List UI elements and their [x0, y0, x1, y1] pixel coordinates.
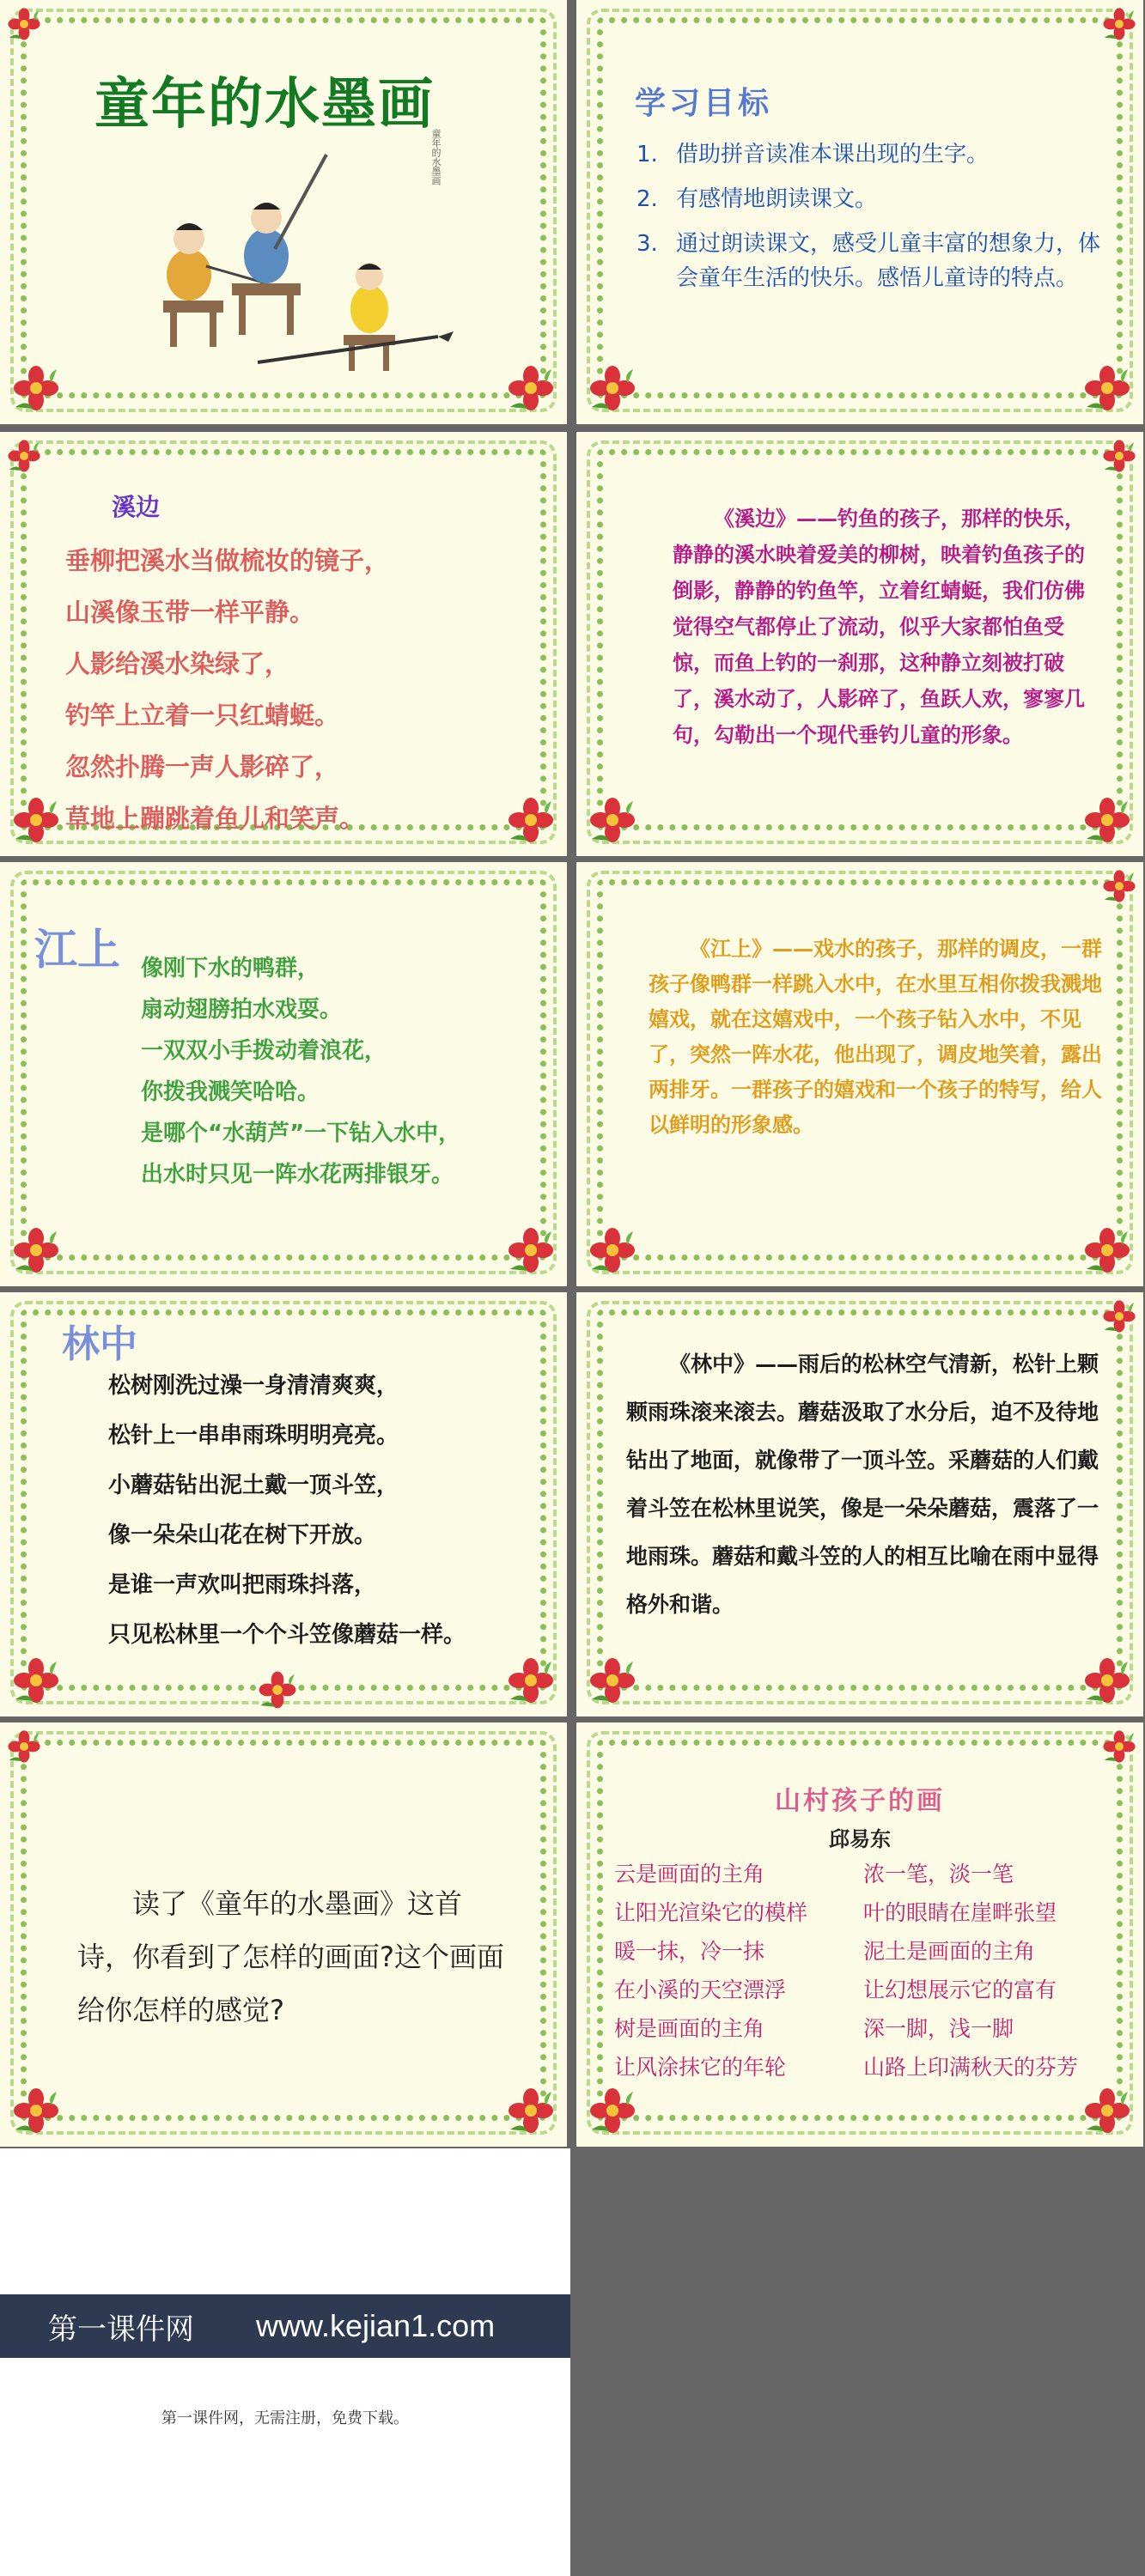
poem-line: 深一脚，浅一脚 — [863, 2016, 1014, 2041]
poem-line: 小蘑菇钻出泥土戴一顶斗笠， — [108, 1473, 399, 1498]
poem-line: 垂柳把溪水当做梳妆的镜子， — [65, 546, 390, 575]
flower-decoration-icon — [7, 439, 41, 473]
poem-line: 像刚下水的鸭群， — [141, 956, 320, 981]
footer-banner — [0, 2294, 570, 2358]
poem-two-column-grid — [614, 1858, 1130, 2083]
poem-line: 像一朵朵山花在树下开放。 — [108, 1522, 377, 1548]
poem-line: 你拨我溅笑哈哈。 — [141, 1079, 320, 1105]
slide-8-linzhong-analysis — [576, 1292, 1143, 1716]
flower-decoration-icon — [1083, 364, 1131, 412]
flower-decoration-icon — [7, 1729, 41, 1764]
flower-decoration-icon — [507, 364, 555, 412]
slide-5-jiangshang-poem — [0, 862, 567, 1286]
discussion-question: 读了《童年的水墨画》这首诗，你看到了怎样的画面?这个画面给你怎样的感觉? — [77, 1887, 504, 2026]
footer-note: 第一课件网，无需注册，免费下载。 — [161, 2409, 409, 2427]
flower-decoration-icon — [588, 364, 636, 412]
flower-decoration-icon — [1102, 439, 1136, 473]
flower-decoration-icon — [588, 1226, 636, 1274]
flower-decoration-icon — [1102, 1729, 1136, 1764]
flower-decoration-icon — [588, 1656, 636, 1704]
poem-line: 只见松林里一个个斗笠像蘑菇一样。 — [108, 1622, 466, 1648]
poem-title: 江上 — [34, 925, 120, 975]
footer-url-link[interactable]: www.kejian1.com — [256, 2308, 496, 2343]
poem-line: 忽然扑腾一声人影碎了， — [65, 752, 340, 781]
poem-lines — [65, 535, 389, 844]
flower-decoration-icon — [588, 2087, 636, 2135]
slide-title: 童年的水墨画 — [94, 73, 435, 137]
poem-lines — [141, 948, 460, 1195]
poem-line: 山路上印满秋天的芬芳 — [863, 2055, 1079, 2080]
poem-line: 让阳光渲染它的模样 — [614, 1900, 808, 1925]
poem-line: 是谁一声欢叫把雨珠抖落， — [108, 1572, 377, 1598]
poem-line: 树是画面的主角 — [614, 2016, 765, 2041]
poem-line: 扇动翅膀拍水戏耍。 — [141, 997, 343, 1023]
flower-decoration-icon — [507, 2087, 555, 2135]
poem-line: 山溪像玉带一样平静。 — [65, 598, 315, 627]
list-item: 1. 借助拼音读准本课出现的生字。 — [636, 142, 990, 167]
flower-decoration-icon — [1083, 1226, 1131, 1274]
poem-line: 松针上一串串雨珠明明亮亮。 — [108, 1423, 399, 1449]
section-heading: 学习目标 — [635, 86, 773, 121]
poem-line: 是哪个“水葫芦”一下钻入水中， — [141, 1121, 461, 1146]
poem-subtitle: 溪边 — [112, 493, 161, 521]
flower-decoration-icon — [1102, 1299, 1136, 1334]
goal-list — [636, 137, 1118, 306]
slide-1-title — [0, 0, 567, 424]
poem-line: 泥土是画面的主角 — [863, 1939, 1036, 1964]
slide-3-xibian-poem — [0, 432, 567, 856]
flower-decoration-icon — [7, 7, 41, 41]
flower-decoration-icon — [12, 1656, 60, 1704]
poem-line: 浓一笔，淡一笔 — [863, 1862, 1014, 1886]
flower-decoration-icon — [507, 1226, 555, 1274]
flower-decoration-icon — [12, 796, 60, 844]
footer-slide — [0, 2148, 570, 2576]
poem-line: 让幻想展示它的富有 — [863, 1978, 1057, 2002]
poem-line: 让风涂抹它的年轮 — [614, 2055, 787, 2080]
flower-decoration-icon — [12, 1226, 60, 1274]
poem-line: 云是画面的主角 — [614, 1862, 765, 1886]
list-item: 3. 通过朗读课文，感受儿童丰富的想象力，体会童年生活的快乐。感悟儿童诗的特点。 — [636, 231, 1101, 291]
poem-line: 钓竿上立着一只红蜻蜓。 — [65, 701, 340, 730]
vertical-seal-text: 童年的水墨画 — [430, 129, 442, 185]
poem-line: 出水时只见一阵水花两排银牙。 — [141, 1162, 454, 1188]
flower-decoration-icon — [507, 1656, 555, 1704]
flower-decoration-icon — [1102, 869, 1136, 903]
poem-line: 一双双小手拨动着浪花， — [141, 1038, 387, 1064]
slide-9-question — [0, 1722, 567, 2147]
flower-decoration-icon — [258, 1670, 297, 1710]
flower-decoration-icon — [1102, 7, 1136, 41]
flower-decoration-icon — [1083, 2087, 1131, 2135]
poem-title: 林中 — [62, 1322, 137, 1366]
poem-line: 松树刚洗过澡一身清清爽爽， — [108, 1373, 399, 1399]
poem-line: 暖一抹，冷一抹 — [614, 1939, 765, 1964]
poem-author: 邱易东 — [829, 1826, 891, 1851]
flower-decoration-icon — [1083, 1656, 1131, 1704]
analysis-paragraph: 《溪边》——钓鱼的孩子，那样的快乐，静静的溪水映着爱美的柳树，映着钓鱼孩子的倒影，静静的钓鱼竿，立着红蜻蜓，我们仿佛觉得空气都停止了流动，似乎大家都怕鱼受惊，而鱼上钓的一刹那，这种静立刻被打破了，溪水动了，人影碎了，鱼跃人欢，寥寥几句，勾勒出一个现代垂钓儿童的形象。 — [673, 506, 1085, 747]
list-item: 2. 有感情地朗读课文。 — [636, 186, 878, 212]
flower-decoration-icon — [1083, 796, 1131, 844]
slide-4-xibian-analysis — [576, 432, 1143, 856]
poem-line: 叶的眼睛在崖畔张望 — [863, 1900, 1057, 1925]
flower-decoration-icon — [588, 796, 636, 844]
slide-7-linzhong-poem — [0, 1292, 567, 1716]
flower-decoration-icon — [12, 2087, 60, 2135]
poem-line: 在小溪的天空漂浮 — [614, 1978, 787, 2002]
ink-painting-illustration — [129, 137, 455, 378]
poem-lines — [108, 1361, 466, 1660]
analysis-paragraph: 《江上》——戏水的孩子，那样的调皮，一群孩子像鸭群一样跳入水中，在水里互相你拨我溅地嬉戏，就在这嬉戏中，一个孩子钻入水中，不见了，突然一阵水花，他出现了，调皮地笑着，露出两排牙。一群孩子的嬉戏和一个孩子的特写，给人以鲜明的形象感。 — [649, 936, 1102, 1137]
poem-title: 山村孩子的画 — [775, 1786, 945, 1816]
poem-line: 草地上蹦跳着鱼儿和笑声。 — [65, 804, 365, 833]
flower-decoration-icon — [12, 364, 60, 412]
slide-10-village-poem — [576, 1722, 1143, 2147]
poem-line: 人影给溪水染绿了， — [65, 649, 290, 678]
analysis-paragraph: 《林中》——雨后的松林空气清新，松针上颗颗雨珠滚来滚去。蘑菇汲取了水分后，迫不及待地钻出了地面，就像带了一顶斗笠。采蘑菇的人们戴着斗笠在松林里说笑，像是一朵朵蘑菇，震落了一地雨珠。蘑菇和戴斗笠的人的相互比喻在雨中显得格外和谐。 — [626, 1352, 1099, 1617]
footer-brand: 第一课件网 — [48, 2312, 194, 2347]
slide-2-goals — [576, 0, 1143, 424]
flower-decoration-icon — [507, 796, 555, 844]
slide-6-jiangshang-analysis — [576, 862, 1143, 1286]
